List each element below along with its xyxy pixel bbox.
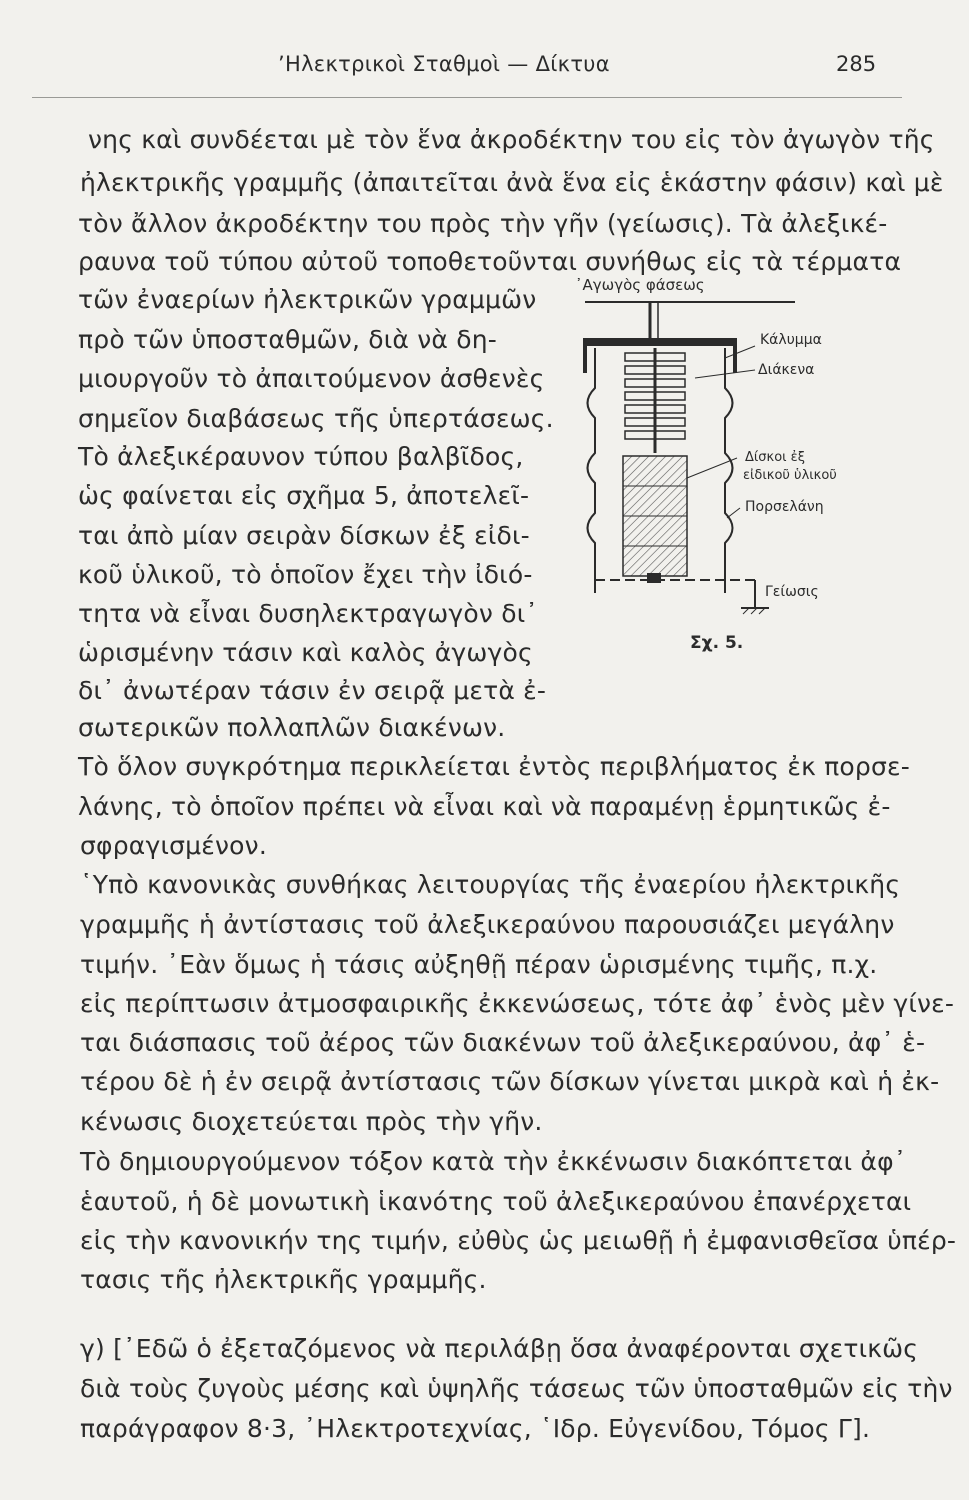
text-line: τασις τῆς ἠλεκτρικῆς γραμμῆς.: [80, 1265, 487, 1294]
text-line: ὡς φαίνεται εἰς σχῆμα 5, ἀποτελεῖ-: [78, 481, 530, 510]
running-title: ʼΗλεκτρικοὶ Σταθμοὶ — Δίκτυα: [278, 52, 610, 76]
text-line: διὰ τοὺς ζυγοὺς μέσης καὶ ὑψηλῆς τάσεως τῶν ὑποσταθμῶν εἰς τὴν: [80, 1374, 953, 1403]
arrester-figure: [555, 278, 915, 658]
text-line: γραμμῆς ἡ ἀντίστασις τοῦ ἀλεξικεραύνου παρουσιάζει μεγάλην: [80, 910, 895, 939]
figure-caption: Σχ. 5.: [690, 633, 744, 653]
text-line: σωτερικῶν πολλαπλῶν διακένων.: [78, 713, 506, 742]
page-header: [0, 52, 969, 92]
text-line: Τὸ ὅλον συγκρότημα περικλείεται ἐντὸς περιβλήματος ἐκ πορσε-: [78, 752, 910, 781]
porcelain-left-wall: [588, 348, 596, 593]
text-line: παράγραφον 8·3, ᾿Ηλεκτροτεχνίας, ῾Ιδρ. Εὐγενίδου, Τόμος Γ].: [80, 1414, 871, 1443]
text-line: τιμήν. ᾿Εὰν ὅμως ἡ τάσις αὐξηθῇ πέραν ὡρισμένης τιμῆς, π.χ.: [80, 950, 878, 979]
text-line: τέρου δὲ ἡ ἐν σειρᾷ ἀντίστασις τῶν δίσκων γίνεται μικρὰ καὶ ἡ ἐκ-: [80, 1067, 940, 1096]
text-line: μιουργοῦν τὸ ἀπαιτούμενον ἀσθενὲς: [78, 364, 545, 393]
text-line: εἰς περίπτωσιν ἀτμοσφαιρικῆς ἐκκενώσεως, τότε ἀφ᾿ ἑνὸς μὲν γίνε-: [80, 989, 955, 1018]
label-gaps: Διάκενα: [758, 362, 815, 378]
text-line: κένωσις διοχετεύεται πρὸς τὴν γῆν.: [80, 1107, 543, 1136]
label-discs-line1: Δίσκοι ἐξ: [745, 450, 805, 465]
text-line: κοῦ ὑλικοῦ, τὸ ὁποῖον ἔχει τὴν ἰδιό-: [78, 560, 533, 589]
spark-gaps: [625, 348, 685, 453]
text-line: γ) [᾿Εδῶ ὁ ἐξεταζόμενος νὰ περιλάβῃ ὅσα ἀναφέρονται σχετικῶς: [80, 1334, 919, 1363]
text-line: ται διάσπασις τοῦ ἀέρος τῶν διακένων τοῦ ἀλεξικεραύνου, ἀφ᾿ ἑ-: [80, 1028, 926, 1057]
text-line: ραυνα τοῦ τύπου αὐτοῦ τοποθετοῦνται συνήθως εἰς τὰ τέρματα: [78, 247, 902, 276]
label-ground: Γείωσις: [765, 584, 819, 600]
text-line: ἑαυτοῦ, ἡ δὲ μονωτικὴ ἱκανότης τοῦ ἀλεξικεραύνου ἐπανέρχεται: [80, 1187, 912, 1216]
porcelain-right-wall: [725, 348, 733, 593]
text-line: νης καὶ συνδέεται μὲ τὸν ἕνα ἀκροδέκτην του εἰς τὸν ἀγωγὸν τῆς: [88, 125, 935, 154]
text-line: τητα νὰ εἶναι δυσηλεκτραγωγὸν δι᾿: [78, 599, 539, 628]
text-line: πρὸ τῶν ὑποσταθμῶν, διὰ νὰ δη-: [78, 325, 497, 354]
label-cover: Κάλυμμα: [760, 332, 822, 348]
text-line: ῾Υπὸ κανονικὰς συνθήκας λειτουργίας τῆς ἐναερίου ἠλεκτρικῆς: [80, 870, 901, 899]
text-line: δι᾿ ἀνωτέραν τάσιν ἐν σειρᾷ μετὰ ἐ-: [78, 676, 547, 705]
text-line: εἰς τὴν κανονικήν της τιμήν, εὐθὺς ὡς μειωθῇ ἡ ἐμφανισθεῖσα ὑπέρ-: [80, 1226, 957, 1255]
text-line: ται ἀπὸ μίαν σειρὰν δίσκων ἐξ εἰδι-: [78, 521, 530, 550]
label-porcelain: Πορσελάνη: [745, 499, 824, 515]
text-line: λάνης, τὸ ὁποῖον πρέπει νὰ εἶναι καὶ νὰ παραμένῃ ἑρμητικῶς ἐ-: [78, 792, 891, 821]
text-line: ὡρισμένην τάσιν καὶ καλὸς ἀγωγὸς: [78, 638, 533, 667]
base-terminal: [647, 573, 661, 583]
label-conductor: ᾿Αγωγὸς φάσεως: [575, 278, 705, 294]
text-line: Τὸ ἀλεξικέραυνον τύπου βαλβῖδος,: [78, 442, 524, 471]
text-line: ἠλεκτρικῆς γραμμῆς (ἀπαιτεῖται ἀνὰ ἕνα εἰς ἑκάστην φάσιν) καὶ μὲ: [80, 168, 944, 197]
text-line: Τὸ δημιουργούμενον τόξον κατὰ τὴν ἐκκένωσιν διακόπτεται ἀφ᾿: [80, 1147, 907, 1176]
label-discs-line2: εἰδικοῦ ὑλικοῦ: [743, 468, 837, 483]
text-line: σημεῖον διαβάσεως τῆς ὑπερτάσεως.: [78, 404, 554, 433]
header-rule: [32, 97, 902, 98]
text-line: τὸν ἄλλον ἀκροδέκτην του πρὸς τὴν γῆν (γείωσις). Τὰ ἀλεξικέ-: [78, 209, 888, 238]
cover-cap: [585, 338, 735, 346]
text-line: σφραγισμένον.: [80, 831, 267, 860]
text-line: τῶν ἐναερίων ἠλεκτρικῶν γραμμῶν: [78, 285, 537, 314]
page-number: 285: [836, 52, 877, 76]
